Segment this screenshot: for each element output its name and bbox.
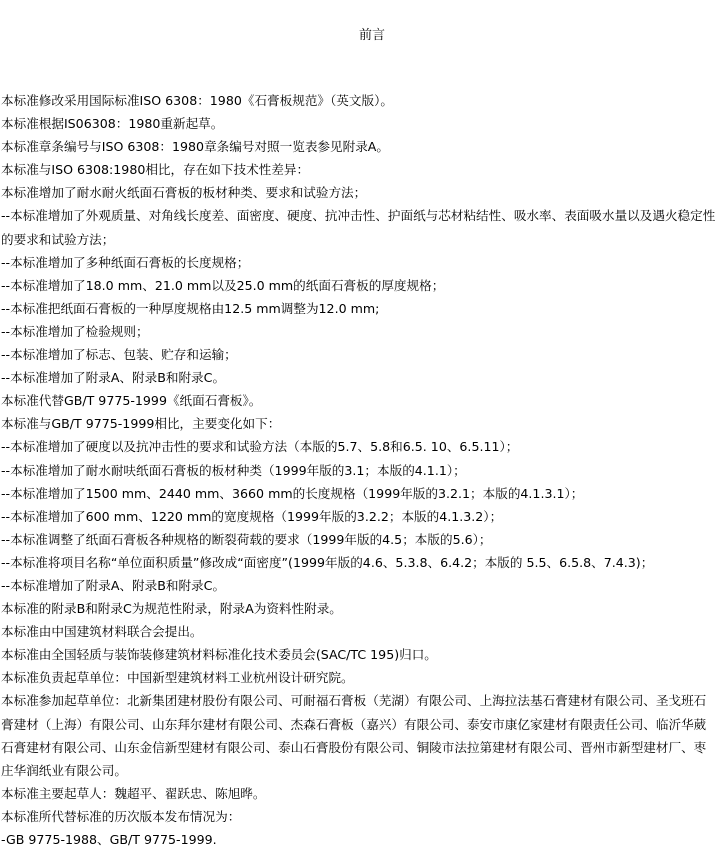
paragraph: --本标准增加了600 mm、1220 mm的宽度规格（1999年版的3.2.2；本版的4.1.3.2）； — [1, 508, 503, 524]
paragraph: --本标准增加了1500 mm、2440 mm、3660 mm的长度规格（1999年版的3.2.1；本版的4.1.3.1）； — [1, 485, 584, 501]
paragraph: --本标准把纸面石膏板的一种厚度规格由12.5 mm调整为12.0 mm; — [1, 300, 380, 316]
paragraph: 本标准由全国轻质与装饰装修建筑材料标准化技术委员会(SAC/TC 195)归口。 — [1, 647, 437, 663]
document-body — [1, 89, 716, 851]
paragraph: --本标准增加了附录A、附录B和附录C。 — [1, 577, 226, 593]
paragraph: 本标准参加起草单位：北新集团建材股份有限公司、可耐福石膏板（芜湖）有限公司、上海拉法基石膏建材有限公司、圣戈班石膏建材（上海）有限公司、山东拜尔建材有限公司、杰森石膏板（嘉兴）有限公司、泰安市康亿家建材有限责任公司、临沂华葳石膏建材有限公司、山东金信新型建材有限公司、泰山石膏股份有限公司、铜陵市法拉第建材有限公司、晋州市新型建材厂、枣庄华润纸业有限公司。 — [1, 693, 707, 778]
paragraph: --本标准增加了多种纸面石膏板的长度规格； — [1, 254, 250, 270]
paragraph: 本标准修改采用国际标准ISO 6308：1980《石膏板规范》（英文版）。 — [1, 93, 393, 108]
paragraph: 本标准章条编号与ISO 6308：1980章条编号对照一览表参见附录A。 — [1, 139, 389, 155]
paragraph: --本标准增加了耐水耐呋纸面石膏板的板材种类（1999年版的3.1；本版的4.1.1）； — [1, 462, 466, 478]
paragraph: --本标准调整了纸面石膏板各种规格的断裂荷载的要求（1999年版的4.5；本版的5.6）； — [1, 531, 492, 547]
paragraph: 本标准负责起草单位：中国新型建筑材料工业杭州设计研究院。 — [1, 670, 354, 686]
paragraph: 本标准的附录B和附录C为规范性附录，附录A为资料性附录。 — [1, 601, 342, 617]
paragraph: --本标准增加了标志、包装、贮存和运输； — [1, 347, 237, 363]
paragraph: --本标准增加了硬度以及抗冲击性的要求和试验方法（本版的5.7、5.8和6.5. 10、6.5.11）； — [1, 439, 519, 455]
paragraph: --本标准增加了外观质量、对角线长度差、面密度、硬度、抗冲击性、护面纸与芯材粘结性、吸水率、表面吸水量以及遇火稳定性的要求和试验方法； — [1, 208, 716, 247]
paragraph: 本标准与ISO 6308:1980相比，存在如下技术性差异： — [1, 162, 310, 178]
paragraph: -GB 9775-1988、GB/T 9775-1999. — [1, 832, 217, 847]
paragraph: 本标准增加了耐水耐火纸面石膏板的板材种类、要求和试验方法； — [1, 185, 367, 201]
paragraph: 本标准主要起草人：魏超平、翟跃忠、陈旭晔。 — [1, 785, 266, 801]
paragraph: 本标准与GB/T 9775-1999相比，主要变化如下： — [1, 416, 281, 432]
paragraph: 本标准代替GB/T 9775-1999《纸面石膏板》。 — [1, 393, 262, 409]
paragraph: --本标准增加了18.0 mm、21.0 mm以及25.0 mm的纸面石膏板的厚度规格； — [1, 277, 445, 293]
document-title: 前言 — [358, 28, 385, 43]
paragraph: 本标准根据IS06308：1980重新起草。 — [1, 116, 224, 132]
paragraph: 本标准所代替标准的历次版本发布情况为： — [1, 808, 241, 824]
paragraph: --本标准将项目名称“单位面积质量”修改成“面密度”(1999年版的4.6、5.3.8、6.4.2；本版的 5.5、6.5.8、7.4.3)； — [1, 554, 654, 570]
paragraph: 本标准由中国建筑材料联合会提出。 — [1, 624, 203, 640]
paragraph: --本标准增加了附录A、附录B和附录C。 — [1, 370, 226, 386]
paragraph: --本标准增加了检验规则； — [1, 323, 149, 339]
